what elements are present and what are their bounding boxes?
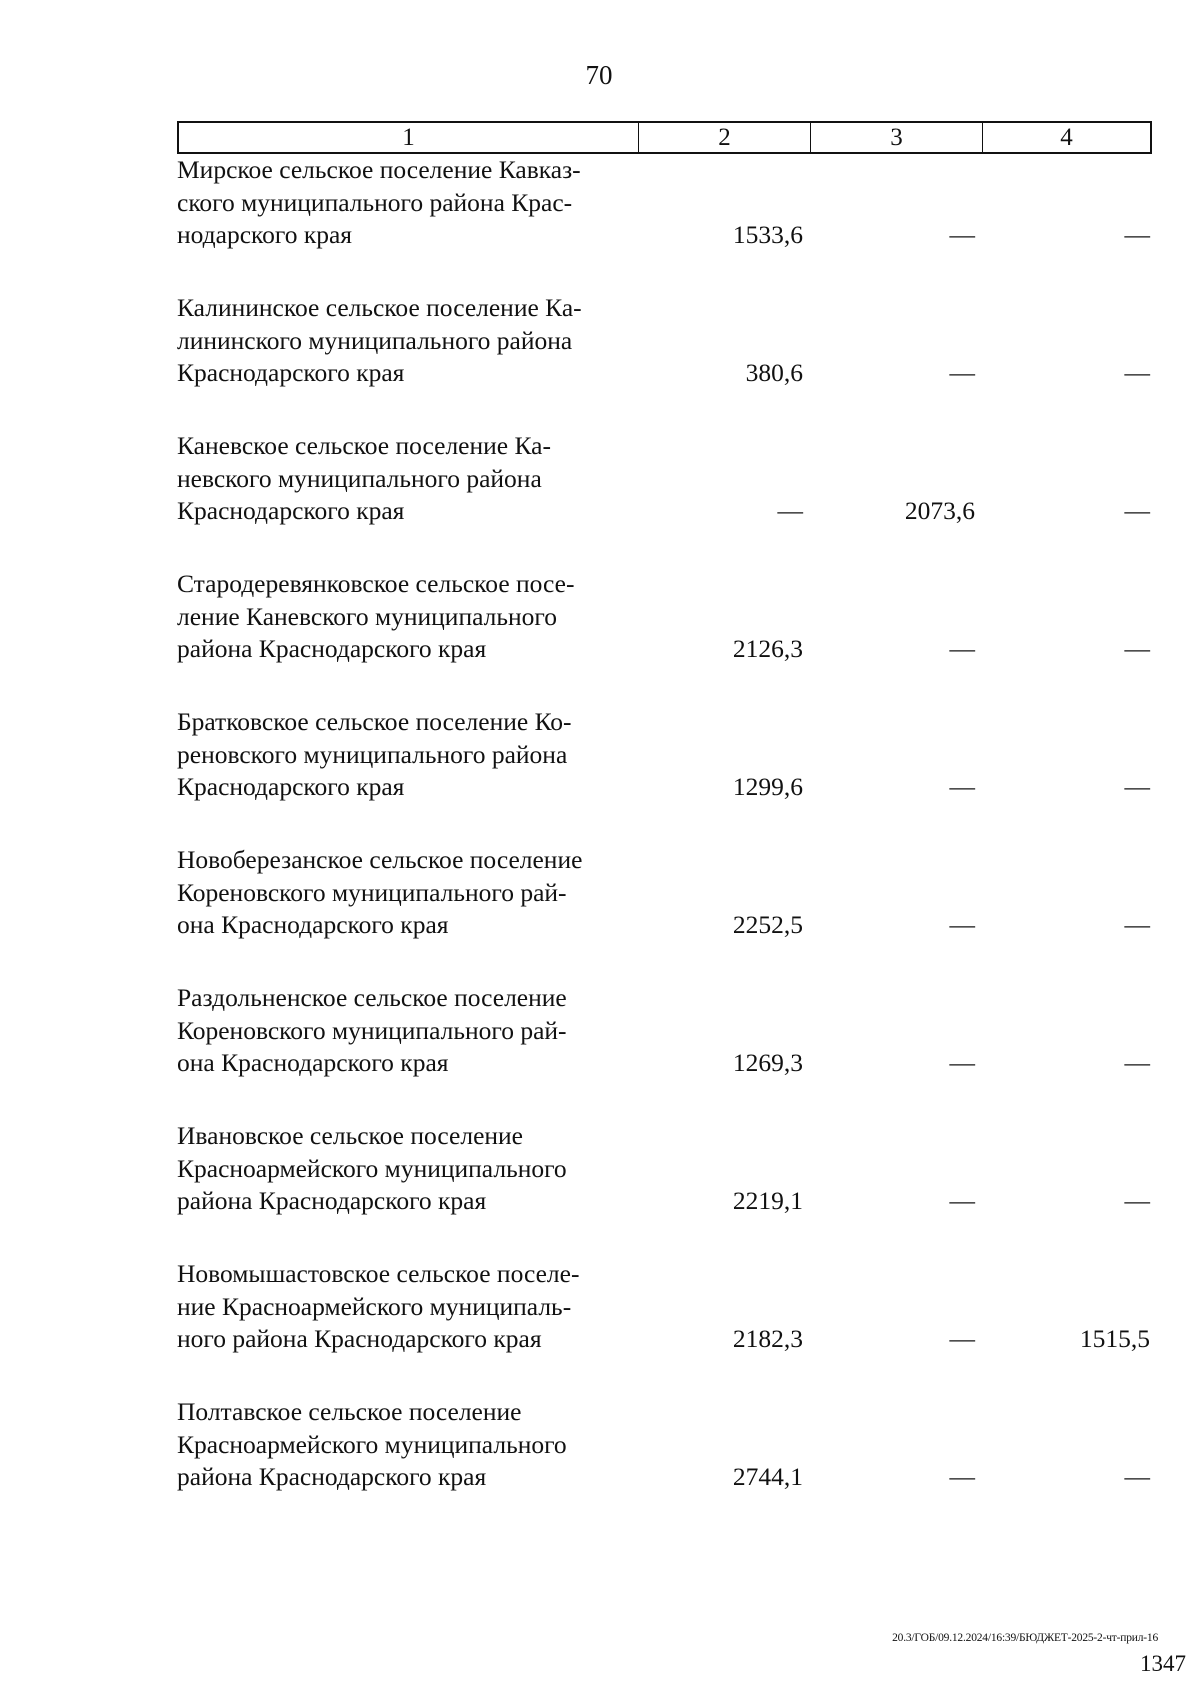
settlement-name: Калининское сельское поселение Ка- лининского муниципального района Краснодарского края (177, 293, 582, 387)
settlement-name: Ивановское сельское поселение Красноармейского муниципального района Краснодарского края (177, 1121, 567, 1215)
value-col-4: — (1124, 910, 1150, 939)
table-row (177, 706, 1152, 844)
value-col-3: — (949, 772, 975, 801)
value-col-3: — (949, 1324, 975, 1353)
value-col-3: 2073,6 (904, 496, 975, 525)
value-col-2: 1299,6 (732, 772, 803, 801)
value-col-2: 2182,3 (732, 1324, 803, 1353)
value-col-3: — (949, 634, 975, 663)
table-row (177, 844, 1152, 982)
value-col-3: — (949, 910, 975, 939)
value-col-2: 1269,3 (732, 1048, 803, 1077)
value-col-3: — (949, 220, 975, 249)
table-row (177, 154, 1152, 292)
value-col-2: 380,6 (745, 358, 803, 387)
table-row (177, 430, 1152, 568)
table-row (177, 1120, 1152, 1258)
header-col-1: 1 (179, 123, 639, 152)
value-col-4: — (1124, 358, 1150, 387)
value-col-4: — (1124, 1462, 1150, 1491)
page-number: 70 (585, 60, 613, 90)
table-header (177, 121, 1152, 154)
header-col-4: 4 (1060, 124, 1073, 151)
settlement-name: Каневское сельское поселение Ка- невского муниципального района Краснодарского края (177, 431, 551, 525)
header-col-3: 3 (811, 123, 983, 152)
value-col-4: — (1124, 496, 1150, 525)
value-col-2: 2126,3 (732, 634, 803, 663)
table-row (177, 568, 1152, 706)
value-col-2: 2219,1 (732, 1186, 803, 1215)
value-col-4: — (1124, 634, 1150, 663)
settlement-name: Новоберезанское сельское поселение Кореновского муниципального рай- она Краснодарского края (177, 845, 583, 939)
table-row (177, 1396, 1152, 1534)
settlement-name: Раздольненское сельское поселение Кореновского муниципального рай- она Краснодарского края (177, 983, 567, 1077)
value-col-4: — (1124, 1048, 1150, 1077)
table-row (177, 1258, 1152, 1396)
value-col-4: 1515,5 (1079, 1324, 1150, 1353)
value-col-3: — (949, 1048, 975, 1077)
value-col-4: — (1124, 772, 1150, 801)
value-col-3: — (949, 358, 975, 387)
table-row (177, 292, 1152, 430)
header-col-2: 2 (639, 123, 811, 152)
settlement-name: Мирское сельское поселение Кавказ- ского муниципального района Крас- нодарского края (177, 155, 581, 249)
document-code: 20.3/ГОБ/09.12.2024/16:39/БЮДЖЕТ-2025-2-чт-прил-16 (892, 1632, 1158, 1644)
value-col-4: — (1124, 1186, 1150, 1215)
value-col-2: — (777, 496, 803, 525)
settlement-name: Братковское сельское поселение Ко- реновского муниципального района Краснодарского края (177, 707, 572, 801)
table-row (177, 982, 1152, 1120)
value-col-3: — (949, 1462, 975, 1491)
settlement-name: Новомышастовское сельское поселе- ние Красноармейского муниципаль- ного района Краснодарского края (177, 1259, 580, 1353)
settlement-name: Стародеревянковское сельское посе- ление Каневского муниципального района Краснодарского края (177, 569, 575, 663)
value-col-2: 1533,6 (732, 220, 803, 249)
value-col-3: — (949, 1186, 975, 1215)
value-col-2: 2744,1 (732, 1462, 803, 1491)
table-body (177, 154, 1152, 1534)
value-col-4: — (1124, 220, 1150, 249)
value-col-2: 2252,5 (732, 910, 803, 939)
settlement-name: Полтавское сельское поселение Красноармейского муниципального района Краснодарского края (177, 1397, 567, 1491)
sheet-number: 1347 (1140, 1651, 1186, 1676)
